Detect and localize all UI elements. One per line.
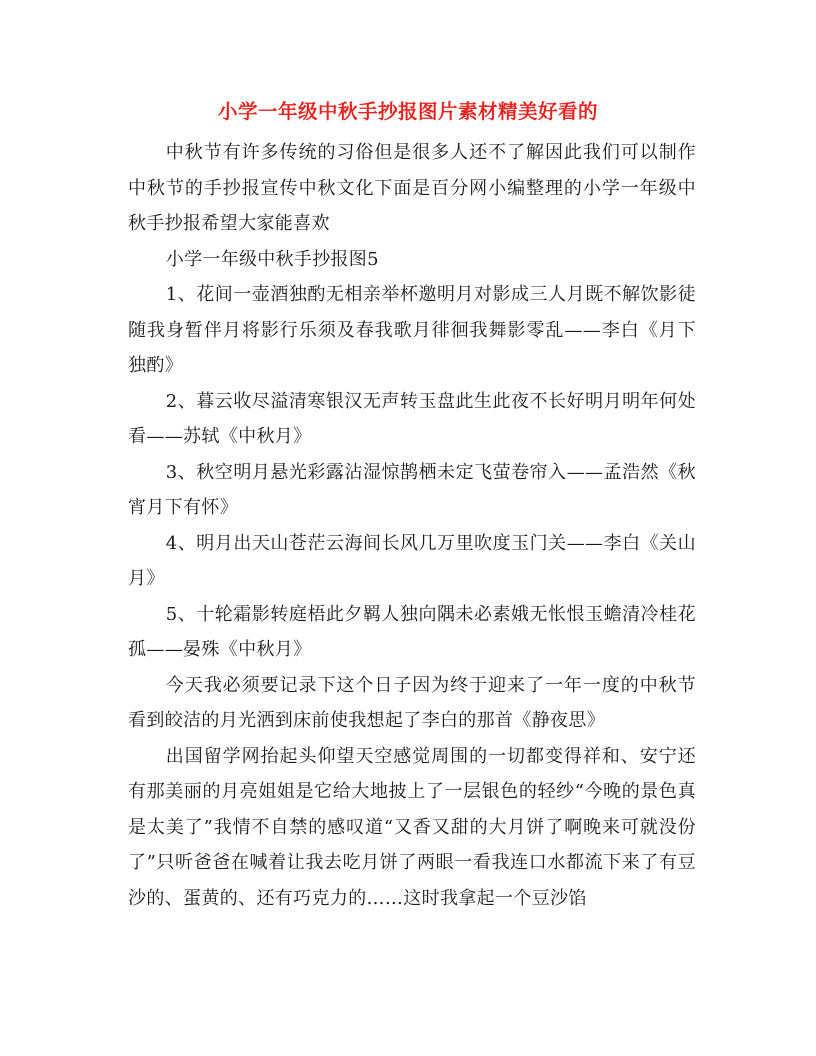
poem-item-1: 1、花间一壶酒独酌无相亲举杯邀明月对影成三人月既不解饮影徒随我身暂伴月将影行乐须及春我歌月徘徊我舞影零乱——李白《月下独酌》 bbox=[128, 284, 696, 376]
poem-item-5: 5、十轮霜影转庭梧此夕羁人独向隅未必素娥无怅恨玉蟾清冷桂花孤——晏殊《中秋月》 bbox=[128, 603, 696, 660]
body-paragraph-1: 今天我必须要记录下这个日子因为终于迎来了一年一度的中秋节看到皎洁的月光洒到床前使我想起了李白的那首《静夜思》 bbox=[128, 674, 696, 731]
poem-item-3: 3、秋空明月悬光彩露沾湿惊鹊栖未定飞萤卷帘入——孟浩然《秋宵月下有怀》 bbox=[128, 461, 696, 518]
body-paragraph-2: 出国留学网抬起头仰望天空感觉周围的一切都变得祥和、安宁还有那美丽的月亮姐姐是它给大地披上了一层银色的轻纱“今晚的景色真是太美了”我情不自禁的感叹道“又香又甜的大月饼了啊晚来可就没份了”只听爸爸在喊着让我去吃月饼了两眼一看我连口水都流下来了有豆沙的、蛋黄的、还有巧克力的……这时我拿起一个豆沙馅 bbox=[128, 745, 696, 909]
section-subheading: 小学一年级中秋手抄报图5 bbox=[165, 248, 379, 270]
page-title: 小学一年级中秋手抄报图片素材精美好看的 bbox=[217, 100, 598, 123]
document-body bbox=[128, 135, 696, 916]
poem-item-2: 2、暮云收尽溢清寒银汉无声转玉盘此生此夜不长好明月明年何处看——苏轼《中秋月》 bbox=[128, 390, 696, 447]
intro-paragraph: 中秋节有许多传统的习俗但是很多人还不了解因此我们可以制作中秋节的手抄报宣传中秋文化下面是百分网小编整理的小学一年级中秋手抄报希望大家能喜欢 bbox=[128, 142, 696, 234]
poem-item-4: 4、明月出天山苍茫云海间长风几万里吹度玉门关——李白《关山月》 bbox=[128, 532, 696, 589]
